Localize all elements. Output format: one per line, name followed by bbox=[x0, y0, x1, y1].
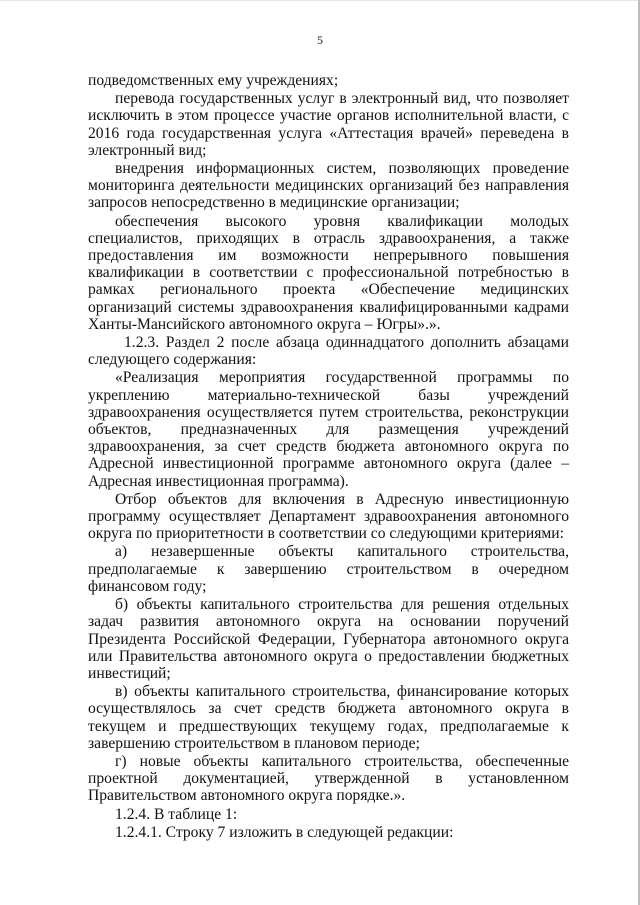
page-top-edge bbox=[0, 0, 640, 1]
document-body bbox=[88, 72, 569, 842]
paragraph-criterion-b: б) объекты капитального строительства для решения отдельных задач развития автономного округа на основании поручений Президента Российской Федерации, Губернатора автономного округа или Правительства автономного округа о предоставлении бюджетных инвестиций; bbox=[88, 596, 569, 682]
paragraph-criterion-a: а) незавершенные объекты капитального строительства, предполагаемые к завершению строительством в очередном финансовом году; bbox=[88, 543, 569, 595]
paragraph-criterion-v: в) объекты капитального строительства, финансирование которых осуществлялось за счет средств бюджета автономного округа в текущем и предшествующих текущему годах, предполагаемые к завершению строительством в плановом периоде; bbox=[88, 683, 569, 752]
paragraph-1-2-4-1: 1.2.4.1. Строку 7 изложить в следующей редакции: bbox=[115, 823, 454, 841]
paragraph-object-selection: Отбор объектов для включения в Адресную инвестиционную программу осуществляет Департамент здравоохранения автономного округа по приоритетности в соответствии со следующими критериями: bbox=[88, 490, 569, 543]
page-number: 5 bbox=[317, 33, 323, 47]
paragraph-1-2-4: 1.2.4. В таблице 1: bbox=[115, 805, 238, 823]
paragraph-qualification: обеспечения высокого уровня квалификации молодых специалистов, приходящих в отрасль здравоохранения, а также предоставления им возможности непрерывного повышения квалификации в соответствии с профессиональной потребностью в рамках регионального проекта «Обеспечение медицинских организаций системы здравоохранения квалифицированными кадрами Ханты-Мансийского автономного округа – Югры».». bbox=[88, 212, 569, 333]
paragraph-information-systems: внедрения информационных систем, позволяющих проведение мониторинга деятельности медицинских организаций без направления запросов непосредственно в медицинские организации; bbox=[88, 160, 569, 212]
paragraph-electronic-services: перевода государственных услуг в электронный вид, что позволяет исключить в этом процессе участие органов исполнительной власти, с 2016 года государственная услуга «Аттестация врачей» переведена в электронный вид; bbox=[88, 90, 569, 159]
paragraph-1-2-3: 1.2.3. Раздел 2 после абзаца одиннадцатого дополнить абзацами следующего содержания: bbox=[88, 334, 569, 369]
paragraph-criterion-g: г) новые объекты капитального строительства, обеспеченные проектной документацией, утвержденной в установленном Правительством автономного округа порядке.». bbox=[88, 752, 569, 805]
paragraph-program-implementation: «Реализация мероприятия государственной программы по укреплению материально-технической базы учреждений здравоохранения осуществляется путем строительства, реконструкции объектов, предназначенных для размещения учреждений здравоохранения, за счет средств бюджета автономного округа по Адресной инвестиционной программе автономного округа (далее – Адресная инвестиционная программа). bbox=[88, 369, 569, 490]
paragraph-continuation: подведомственных ему учреждениях; bbox=[88, 72, 339, 89]
